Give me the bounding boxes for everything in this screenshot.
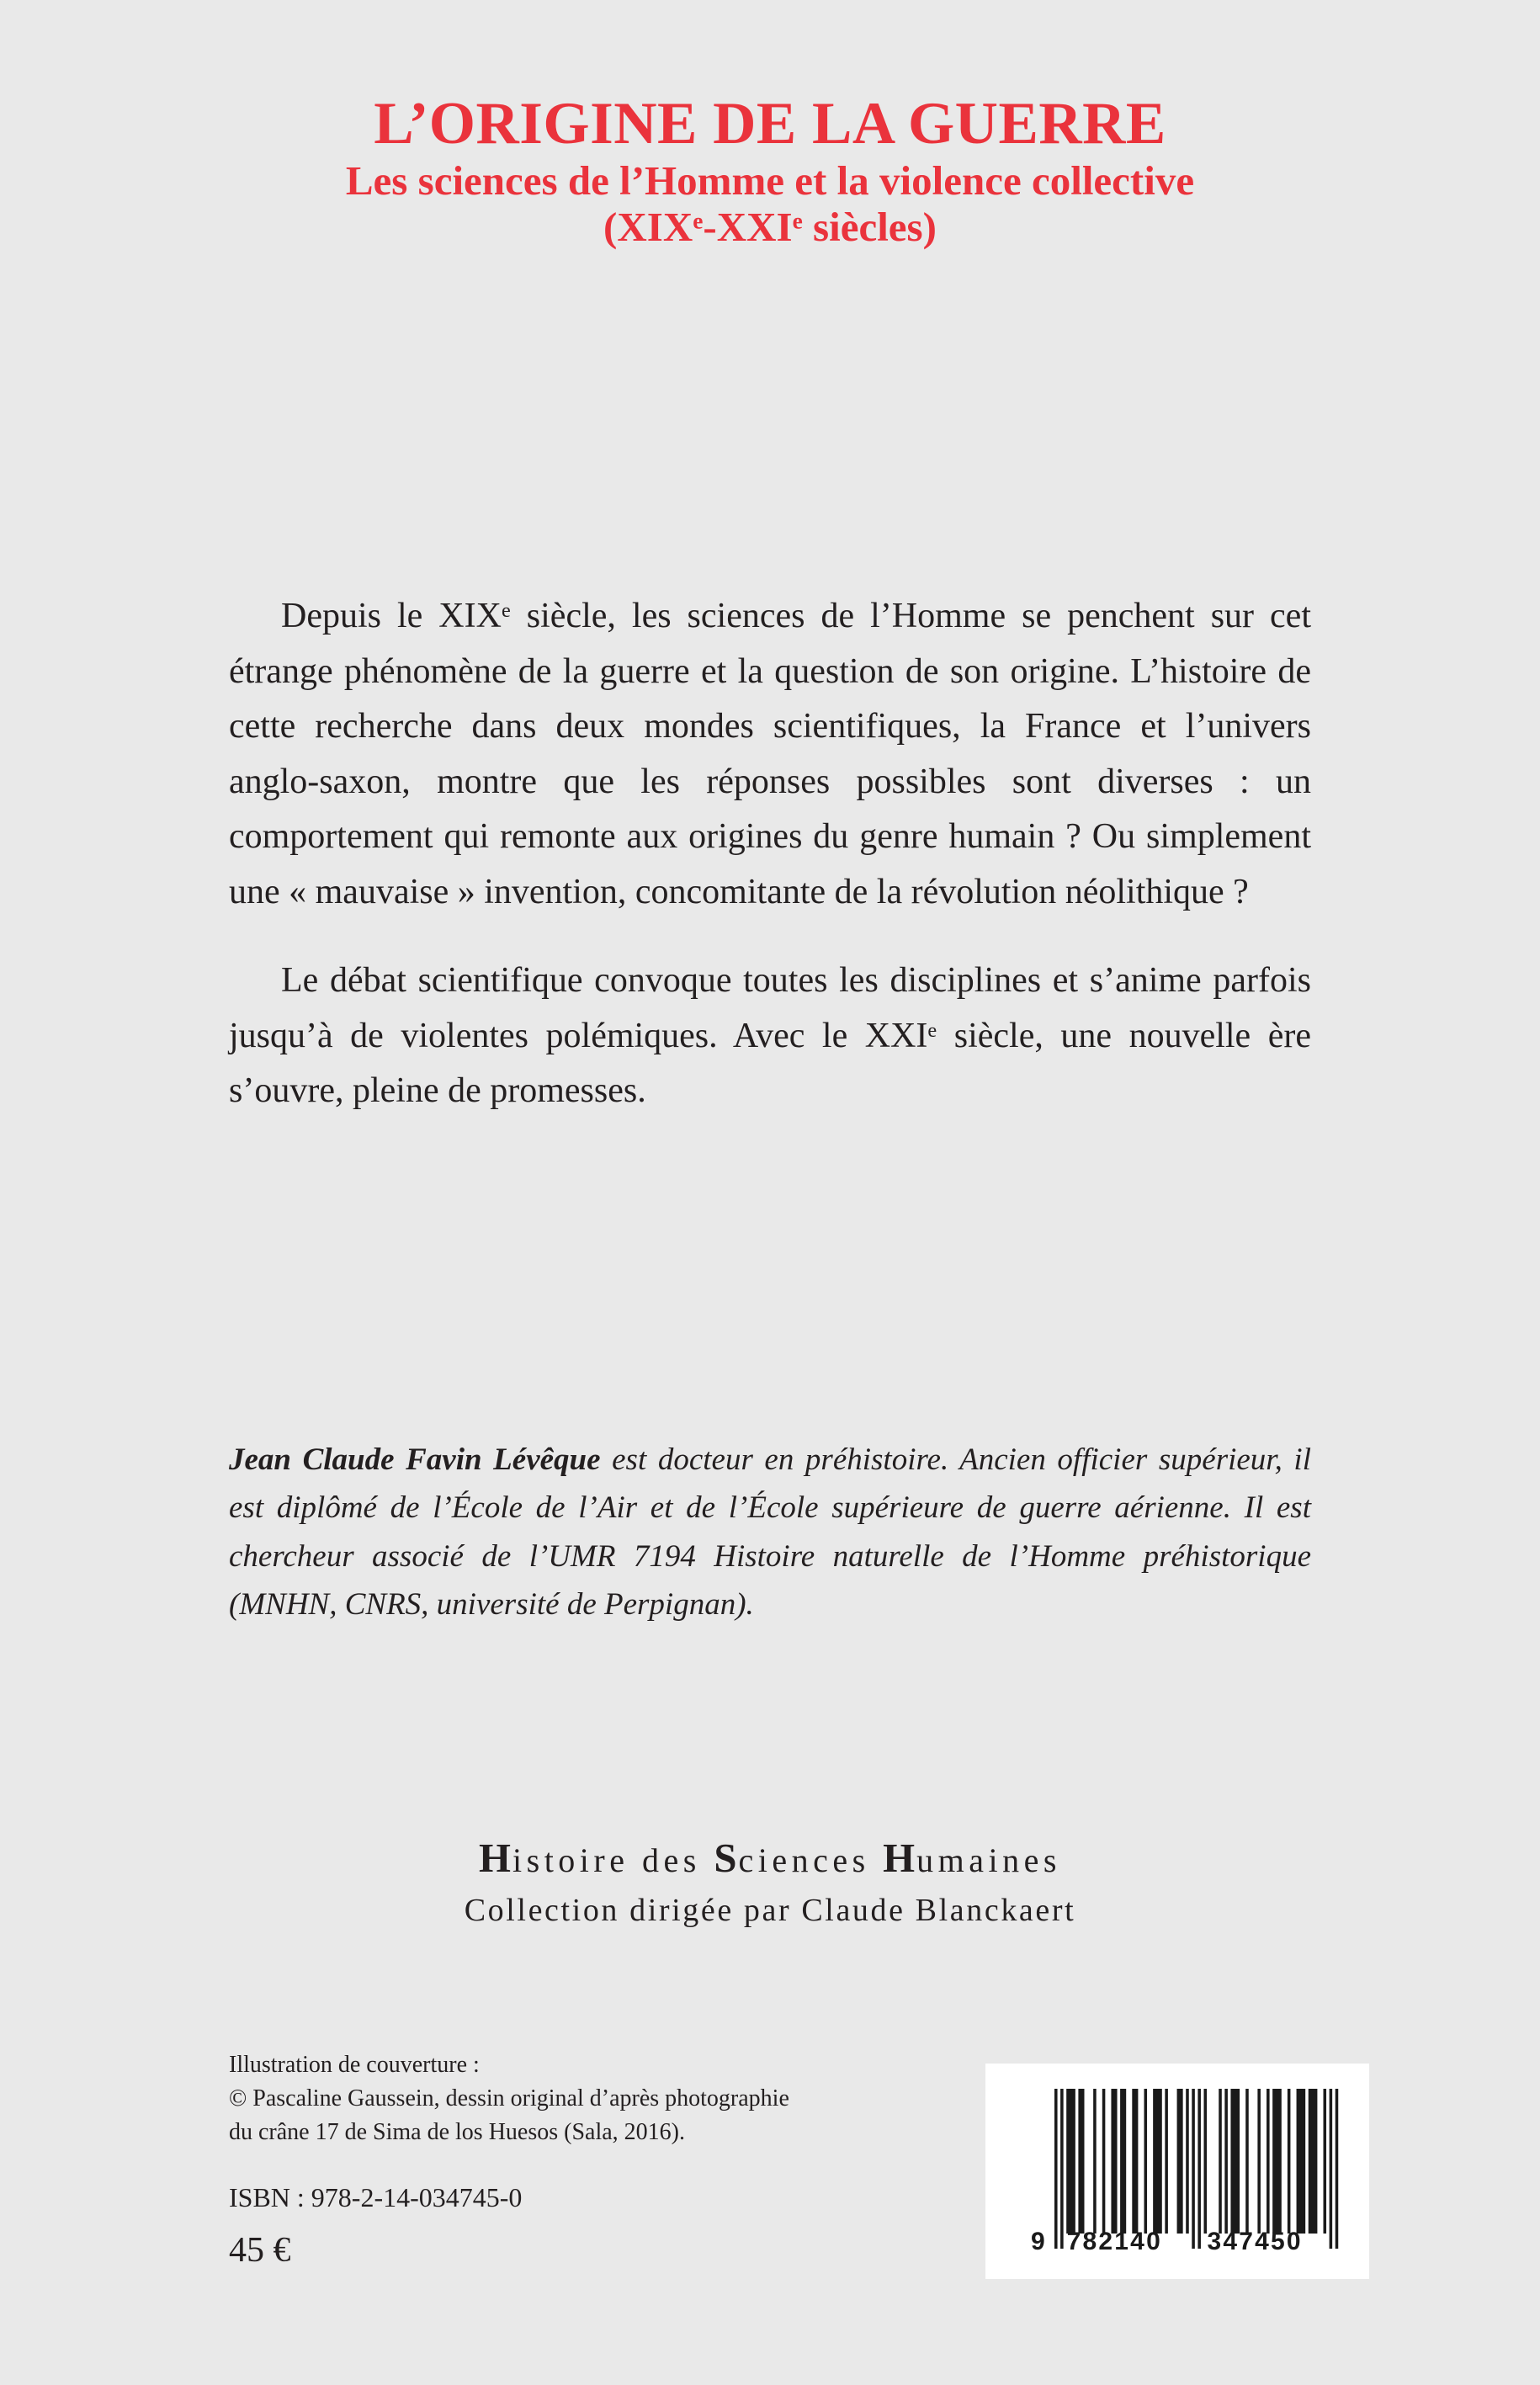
- price-text: 45 €: [229, 2230, 291, 2270]
- subtitle-centuries-suffix: siècles): [802, 204, 937, 251]
- subtitle-centuries-prefix: (XIX: [603, 204, 693, 251]
- collection-word-humaines: umaines: [916, 1841, 1061, 1879]
- author-bio-text: est docteur en préhistoire. Ancien officier supérieur, il est diplômé de l’École de l’Air et de l’École supérieure de guerre aérienne. Il est chercheur associé de l’UMR 7194 Histoire naturelle de l’Homme préhistorique (MNHN, CNRS, université de Perpignan).: [229, 1442, 1311, 1623]
- blurb-paragraph-2: [229, 953, 1311, 1119]
- blurb-p2-part1: Le débat scientifique convoque toutes les disciplines et s’anime parfois jusqu’à de violentes polémiques. Avec le XXI: [229, 961, 1311, 1055]
- subtitle-sup-e-1: e: [693, 209, 704, 235]
- page-title: L’ORIGINE DE LA GUERRE: [374, 91, 1166, 157]
- blurb-p2-sup-e: e: [927, 1018, 937, 1042]
- collection-cap-h2: H: [883, 1835, 917, 1881]
- ean13-barcode-icon: [985, 2064, 1369, 2279]
- title-block: [0, 91, 1540, 251]
- illustration-credit-line-1: Illustration de couverture :: [229, 2052, 480, 2078]
- illustration-credit-line-2: © Pascaline Gaussein, dessin original d’après photographie: [229, 2085, 789, 2111]
- svg-text:347450: 347450: [1207, 2228, 1303, 2255]
- footer-block: [229, 2048, 986, 2271]
- blurb-p2-part2: siècle, une nouvelle ère s’ouvre, pleine de promesses.: [229, 1016, 1311, 1111]
- isbn-text: ISBN : 978-2-14-034745-0: [229, 2182, 523, 2213]
- blurb-p1-part2: siècle, les sciences de l’Homme se penchent sur cet étrange phénomène de la guerre et la question de son origine. L’histoire de cette recherche dans deux mondes scientifiques, la France et l’univers anglo-saxon, montre que les réponses possibles sont diverses : un comportement qui remonte aux origines du genre humain ? Ou simplement une « mauvaise » invention, concomitante de la révolution néolithique ?: [229, 597, 1311, 911]
- subtitle-sup-e-2: e: [792, 209, 803, 235]
- blurb-p1-part1: Depuis le XIX: [281, 597, 502, 635]
- svg-text:782140: 782140: [1066, 2228, 1162, 2255]
- illustration-credit-line-3: du crâne 17 de Sima de los Huesos (Sala, 2016).: [229, 2118, 685, 2145]
- author-bio: [229, 1436, 1311, 1628]
- collection-word-sciences: ciences: [738, 1841, 870, 1879]
- svg-text:9: 9: [1031, 2228, 1047, 2255]
- collection-director: Collection dirigée par Claude Blanckaert: [464, 1892, 1076, 1928]
- collection-cap-h1: H: [479, 1835, 513, 1881]
- subtitle-centuries-middle: -XXI: [703, 204, 793, 251]
- subtitle-line-2: [0, 204, 1540, 251]
- author-name: Jean Claude Favin Lévêque: [229, 1442, 601, 1477]
- barcode-box: [985, 2064, 1369, 2279]
- collection-block: [0, 1833, 1540, 1931]
- collection-word-des: des: [642, 1841, 701, 1879]
- blurb-p1-sup-e: e: [501, 598, 511, 622]
- collection-title: [0, 1833, 1540, 1884]
- subtitle-line-1: Les sciences de l’Homme et la violence collective: [345, 157, 1195, 204]
- blurb-text: [229, 589, 1311, 1119]
- collection-cap-s: S: [714, 1835, 739, 1881]
- blurb-paragraph-1: [229, 589, 1311, 920]
- collection-word-histoire: istoire: [512, 1841, 629, 1879]
